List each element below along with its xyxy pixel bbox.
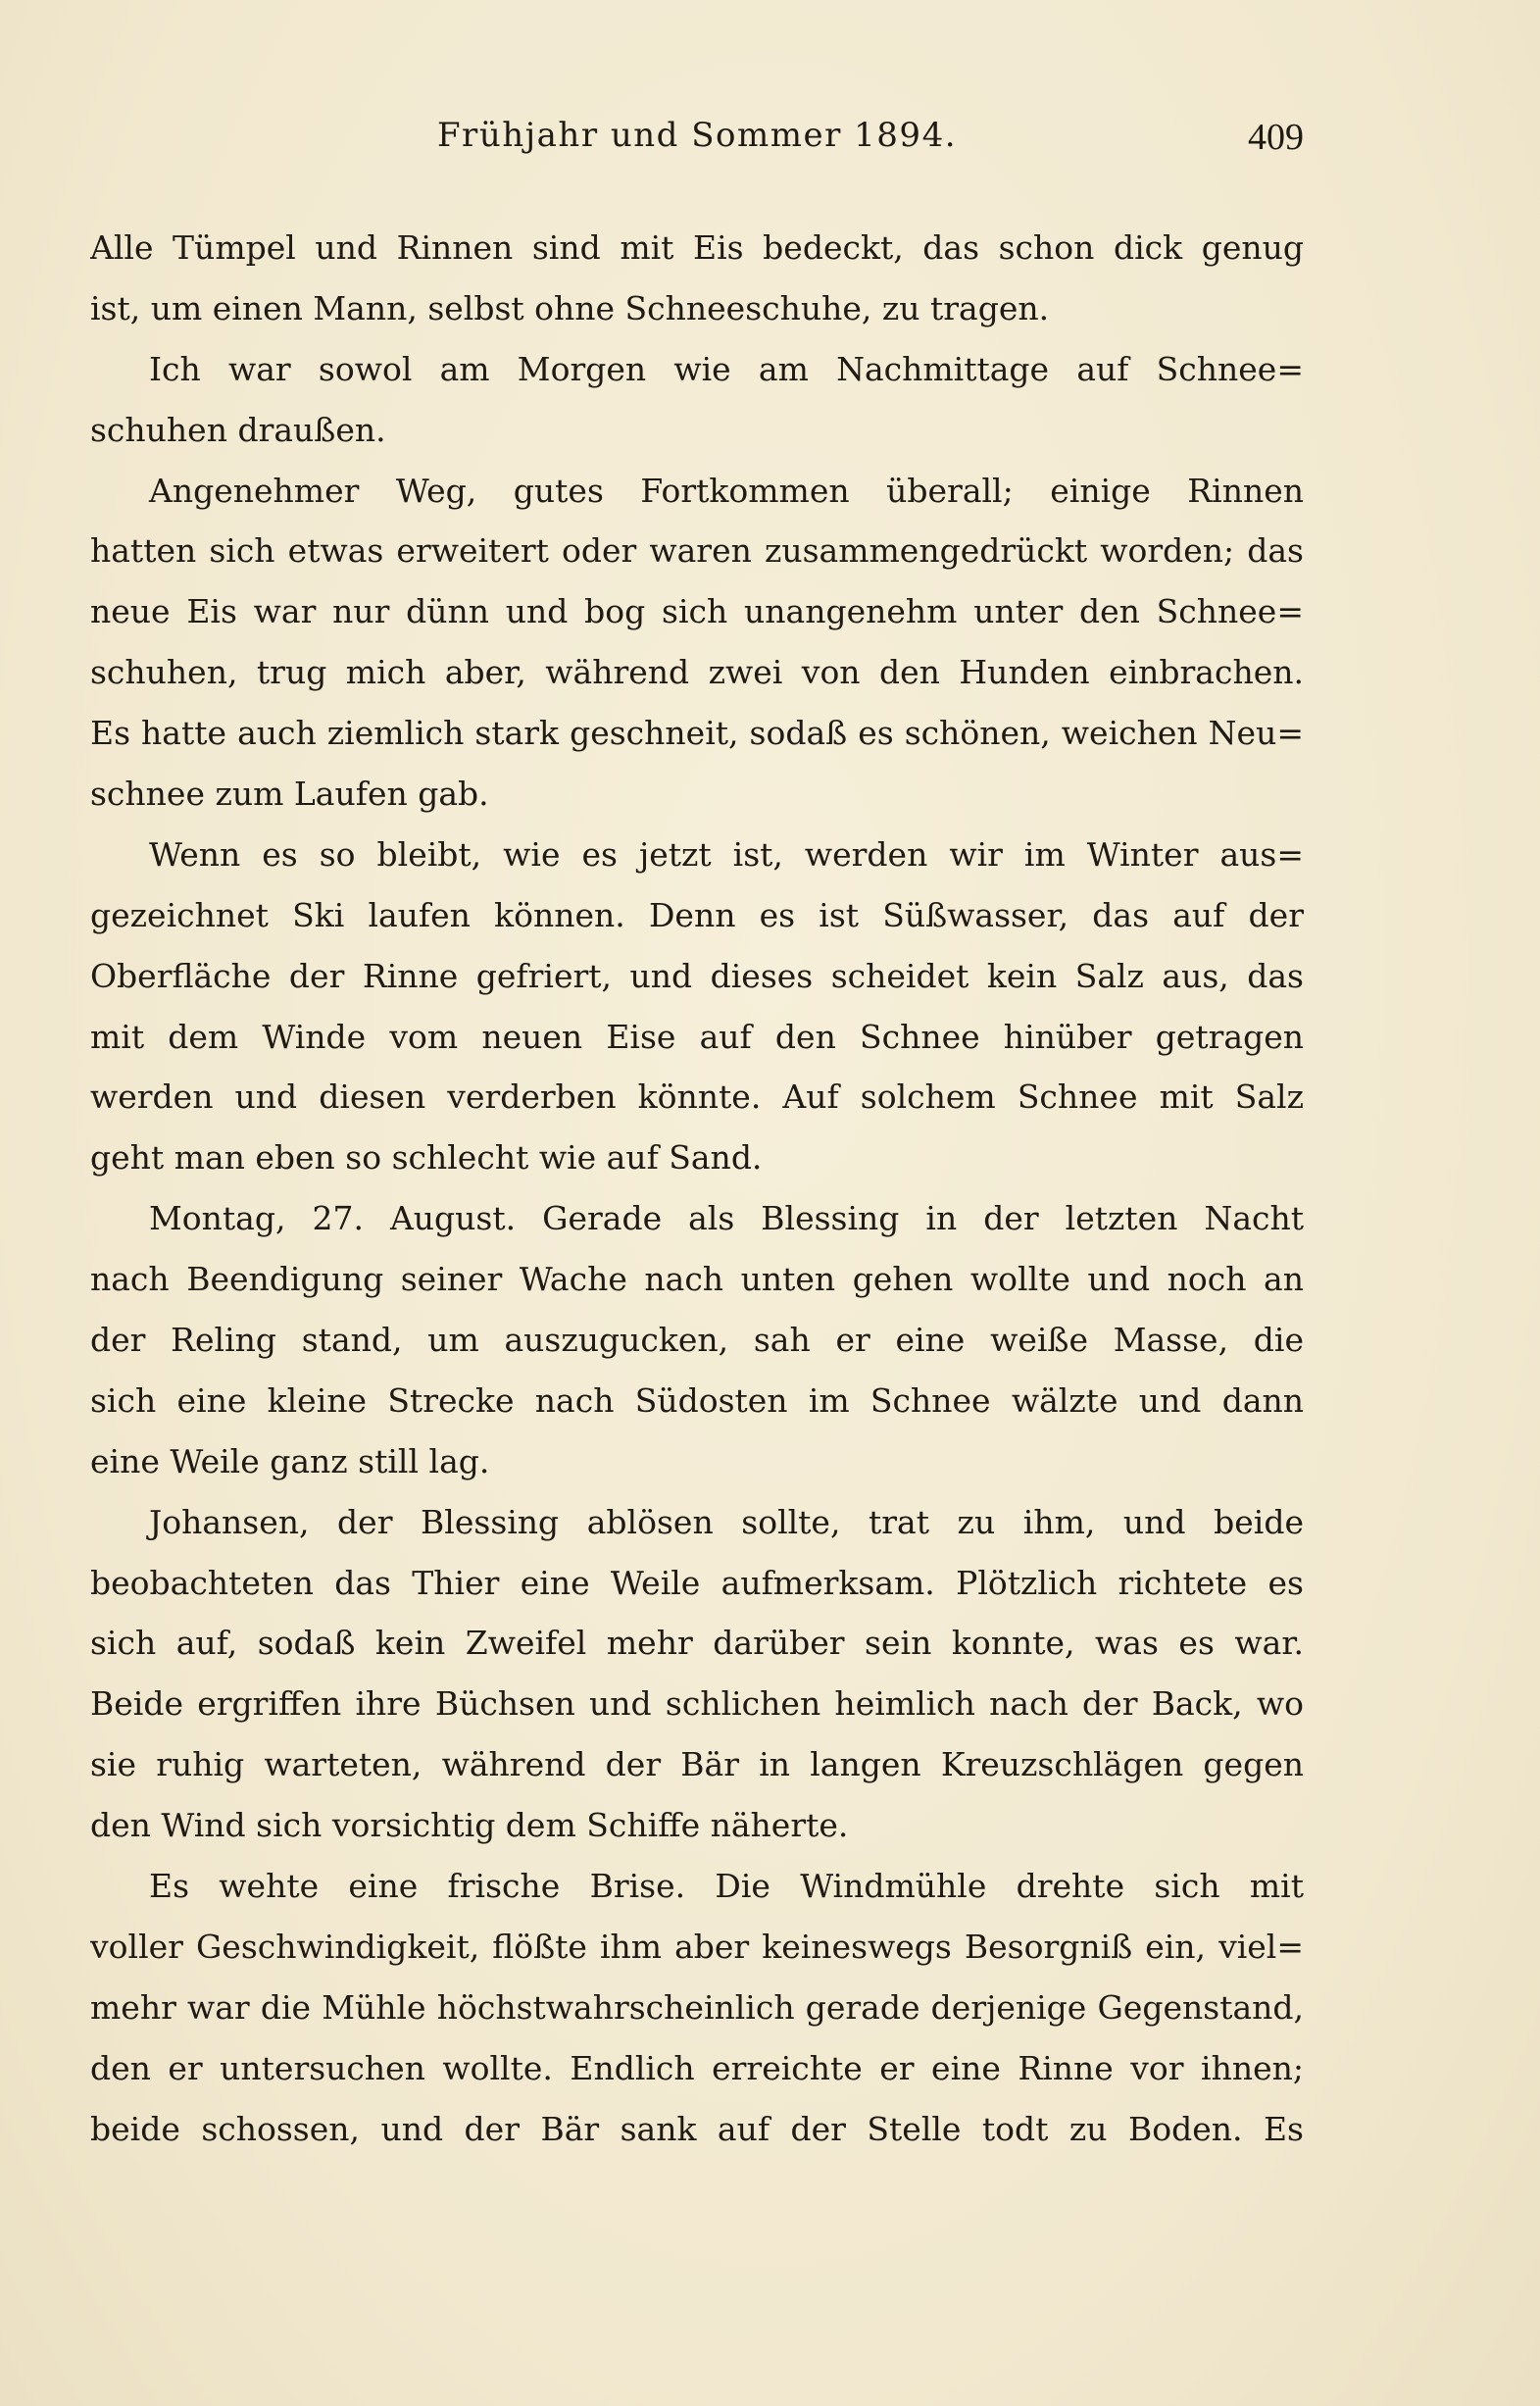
text-line: schnee zum Laufen gab. <box>90 775 489 814</box>
text-line: Es wehte eine frische Brise. Die Windmühle drehte sich mit <box>149 1867 1304 1906</box>
text-line: beobachteten das Thier eine Weile aufmerksam. Plötzlich richtete es <box>90 1563 1304 1602</box>
text-line: Oberfläche der Rinne gefriert, und dieses scheidet kein Salz aus, das <box>90 956 1304 995</box>
text-line: ist, um einen Mann, selbst ohne Schneeschuhe, zu tragen. <box>90 288 1050 327</box>
text-line: schuhen, trug mich aber, während zwei von den Hunden einbrachen. <box>90 653 1304 692</box>
text-line: Angenehmer Weg, gutes Fortkommen überall; einige Rinnen <box>149 471 1304 510</box>
text-line: Johansen, der Blessing ablösen sollte, trat zu ihm, und beide <box>149 1502 1304 1541</box>
text-line: mehr war die Mühle höchstwahrscheinlich gerade derjenige Gegenstand, <box>90 1987 1304 2027</box>
text-line: schuhen draußen. <box>90 410 386 449</box>
text-line: Ich war sowol am Morgen wie am Nachmittage auf Schnee= <box>149 349 1304 388</box>
text-line: Beide ergriffen ihre Büchsen und schlichen heimlich nach der Back, wo <box>90 1684 1304 1724</box>
text-line: gezeichnet Ski laufen können. Denn es ist Süßwasser, das auf der <box>90 895 1304 934</box>
text-line: den er untersuchen wollte. Endlich erreichte er eine Rinne vor ihnen; <box>90 2048 1304 2087</box>
text-line: Alle Tümpel und Rinnen sind mit Eis bedeckt, das schon dick genug <box>90 228 1304 267</box>
text-line: werden und diesen verderben könnte. Auf solchem Schnee mit Salz <box>90 1078 1304 1117</box>
text-line: der Reling stand, um auszugucken, sah er eine weiße Masse, die <box>90 1321 1304 1360</box>
text-line: geht man eben so schlecht wie auf Sand. <box>90 1138 763 1178</box>
text-line: neue Eis war nur dünn und bog sich unangenehm unter den Schnee= <box>90 592 1304 631</box>
page-number: 409 <box>1248 117 1304 158</box>
text-line: Montag, 27. August. Gerade als Blessing in der letzten Nacht <box>149 1199 1304 1238</box>
text-line: eine Weile ganz still lag. <box>90 1441 490 1480</box>
text-line: voller Geschwindigkeit, flößte ihm aber keineswegs Besorgniß ein, viel= <box>90 1927 1304 1966</box>
running-title: Frühjahr und Sommer 1894. <box>436 116 958 155</box>
body-text <box>90 218 1304 2160</box>
text-line: hatten sich etwas erweitert oder waren zusammengedrückt worden; das <box>90 531 1304 571</box>
page-header <box>90 116 1304 178</box>
text-line: sie ruhig warteten, während der Bär in langen Kreuzschlägen gegen <box>90 1745 1304 1784</box>
text-line: beide schossen, und der Bär sank auf der Stelle todt zu Boden. Es <box>90 2109 1304 2148</box>
text-line: sich auf, sodaß kein Zweifel mehr darüber sein konnte, was es war. <box>90 1624 1304 1663</box>
text-line: Wenn es so bleibt, wie es jetzt ist, werden wir im Winter aus= <box>149 834 1304 874</box>
text-line: sich eine kleine Strecke nach Südosten im Schnee wälzte und dann <box>90 1380 1304 1420</box>
text-line: nach Beendigung seiner Wache nach unten gehen wollte und noch an <box>90 1260 1304 1299</box>
text-line: Es hatte auch ziemlich stark geschneit, sodaß es schönen, weichen Neu= <box>90 714 1304 753</box>
text-line: den Wind sich vorsichtig dem Schiffe näherte. <box>90 1806 849 1845</box>
text-line: mit dem Winde vom neuen Eise auf den Schnee hinüber getragen <box>90 1017 1304 1056</box>
